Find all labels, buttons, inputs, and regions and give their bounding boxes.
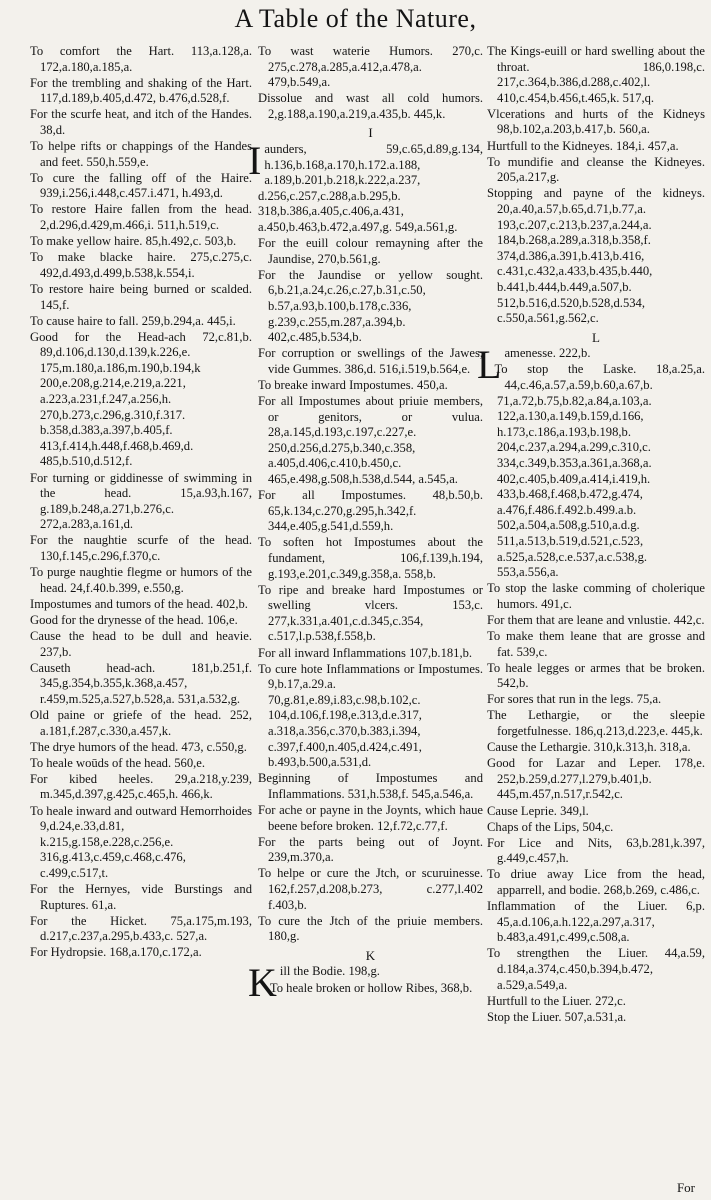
index-entry: Hurtfull to the Kidneyes. 184,i. 457,a. <box>487 138 679 153</box>
index-entry: For corruption or swellings of the Jawes, vide Gummes. 386,d. 516,i.519,b.564,e. <box>258 346 483 376</box>
index-entry: Causeth head-ach. 181,b.251,f. 345,g.354,b.355,k.368,a.457, r.459,m.525,a.527,b.528,a. 531,a.532,g. <box>30 660 252 706</box>
index-entry: For the naughtie scurfe of the head. 130,f.145,c.296,f.370,c. <box>30 533 252 563</box>
index-entry: For the trembling and shaking of the Hart. 117,d.189,b.405,d.472, b.476,d.528,f. <box>30 75 252 106</box>
index-entry: The drye humors of the head. 473, c.550,g. <box>30 739 247 754</box>
index-column-3 <box>477 44 705 1194</box>
index-entry: To make them leane that are grosse and fat. 539,c. <box>487 628 705 659</box>
index-entry: To cure hote Inflammations or Impostumes. 9,b.17,a.29.a. 70,g.81,e.89,i.83,c.98,b.102,c. 104,d.106,f.198,e.313,d.e.317, a.318,a.356,c.370,b.383,i.394, c.397,f.400,n.405,d.424,c.491, b.493,b.500,a.531,d. <box>258 661 483 770</box>
page-title: A Table of the Nature, <box>234 4 477 33</box>
index-entry: To comfort the Hart. 113,a.128,a. 172,a.180,a.185,a. <box>30 44 252 74</box>
index-entry: To restore Haire fallen from the head. 2,d.296,d.429,m.466,i. 511,h.519,c. <box>30 202 252 233</box>
index-entry: Chaps of the Lips, 504,c. <box>487 819 614 834</box>
catchword: For <box>676 1180 695 1195</box>
index-entry: For the Hernyes, vide Burstings and Ruptures. 61,a. <box>30 881 252 912</box>
index-entry: Stopping and payne of the kidneys. 20,a.40,a.57,b.65,d.71,b.77,a. 193,c.207,c.213,b.237,a.244,a. 184,b.268,a.289,a.318,b.358,f. 374,d.386,a.391,b.413,b.416, c.431,c.432,a.433,b.435,b.440, b.441,b.444,b.449,a.507,b. 512,b.516,d.520,b.528,d.534, c.550,a.561,g.562,c. <box>487 186 705 326</box>
index-entry-text: amenesse. 222,b. <box>504 346 591 361</box>
index-entry: To purge naughtie flegme or humors of the head. 24,f.40.b.399, e.550,g. <box>30 565 252 595</box>
index-entry: To driue away Lice from the head, apparrell, and bodie. 268,b.269, c.486,c. <box>487 867 705 897</box>
index-entry: For kibed heeles. 29,a.218,y.239, m.345,d.397,g.425,c.465,h. 466,k. <box>30 771 252 802</box>
index-entry: The Kings-euill or hard swelling about the throat. 186,0.198,c. 217,c.364,b.386,d.288,c.402,l. 410,c.454,b.456,t.465,k. 517,q. <box>487 44 705 105</box>
section-heading-k: K <box>365 947 376 963</box>
index-entry: Good for the Head-ach 72,c.81,b. 89,d.106,d.130,d.139,k.226,e. 175,m.180,a.186,m.190,b.194,k 200,e.208,g.214,e.219,a.221, a.223,a.231,f.247,a.256,h. 270,b.273,c.296,g.310,f.317. b.358,d.383,a.397,b.405,f. 413,f.414,h.448,f.468,b.469,d. 485,b.510,d.512,f. <box>30 329 252 469</box>
index-entry: Good for the drynesse of the head. 106,e. <box>30 612 238 627</box>
index-entry: To cause haire to fall. 259,b.294,a. 445,i. <box>30 313 236 328</box>
section-heading-i: I <box>368 125 373 141</box>
index-entry: To make blacke haire. 275,c.275,c. 492,d.493,d.499,b.538,k.554,i. <box>30 250 252 280</box>
index-entry: To mundifie and cleanse the Kidneyes. 205,a.217,g. <box>487 154 705 185</box>
index-entry: For the parts being out of Joynt. 239,m.370,a. <box>258 834 483 865</box>
index-entry: For the euill colour remayning after the Jaundise, 270,b.561,g. <box>258 236 483 266</box>
index-entry-first-l <box>477 342 705 388</box>
section-heading-l: L <box>592 329 600 345</box>
index-entry: Inflammation of the Liuer. 6,p. 45,a.d.106,a.h.122,a.297,a.317, b.483,a.491,c.499,c.508,a. <box>487 899 705 945</box>
index-column-1 <box>30 44 252 1194</box>
index-entry: To restore haire being burned or scalded. 145,f. <box>30 281 252 312</box>
drop-cap-l: L <box>477 342 502 388</box>
index-entry: For all Impostumes. 48,b.50,b. 65,k.134,c.270,g.295,h.342,f. 344,e.405,g.541,d.559,h. <box>258 488 483 534</box>
index-entry: For Lice and Nits, 63,b.281,k.397, g.449,c.457,h. <box>487 835 705 866</box>
index-entry: To heale legges or armes that be broken. 542,b. <box>487 660 705 691</box>
index-entry: For Hydropsie. 168,a.170,c.172,a. <box>30 945 202 960</box>
index-entry: To stop the Laske. 18,a.25,a. 44,c.46,a.57,a.59,b.60,a.67,b. 71,a.72,b.75,b.82,a.84,a.103,a. 122,a.130,a.149,b.159,d.166, h.173,c.186,a.193,b.198,b. 204,c.237,a.294,a.299,c.310,c. 334,c.349,b.353,a.361,a.368,a. 402,c.405,b.409,a.414,i.419,h. 433,b.468,f.468,b.472,g.474, a.476,f.486.f.492.b.499.a.b. 502,a.504,a.508,g.510,a.d.g. 511,a.513,b.519,d.521,c.523, a.525,a.528,c.e.537,a.c.538,g. 553,a.556,a. <box>494 362 705 580</box>
index-entry: To cure the Jtch of the priuie members. 180,g. <box>258 913 483 944</box>
index-entry-text: aunders, 59,c.65,d.89,g.134, h.136,b.168,a.170,h.172.a.188, a.189,b.201,b.218,k.222,a.237, d.256,c.257,c.288,a.b.295,b. 318,b.386,a.405,c.406,a.431, a.450,b.463,b.472,a.497,g. 549,a.561,g. <box>258 142 483 235</box>
index-entry: Cause the head to be dull and heavie. 237,b. <box>30 628 252 659</box>
index-entry: To helpe or cure the Jtch, or scuruinesse. 162,f.257,d.208,b.273, c.277,l.402 f.403,b. <box>258 866 483 912</box>
index-entry: Hurtfull to the Liuer. 272,c. <box>487 993 626 1008</box>
index-entry: For ache or payne in the Joynts, which haue beene before broken. 12,f.72,c.77,f. <box>258 803 483 833</box>
index-entry: For all inward Inflammations 107,b.181,b. <box>258 645 473 660</box>
index-entry: Old paine or griefe of the head. 252, a.181,f.287,c.330,a.457,k. <box>30 707 252 738</box>
index-column-2 <box>248 44 483 1194</box>
index-entry: For sores that run in the legs. 75,a. <box>487 692 662 707</box>
index-entry: Stop the Liuer. 507,a.531,a. <box>487 1009 627 1024</box>
index-entry: To stop the laske comming of cholerique humors. 491,c. <box>487 581 705 611</box>
index-entry: To heale broken or hollow Ribes, 368,b. <box>269 980 473 995</box>
index-entry: To heale woūds of the head. 560,e. <box>30 755 206 770</box>
index-entry: Impostumes and tumors of the head. 402,b. <box>30 596 248 611</box>
index-entry: To breake inward Impostumes. 450,a. <box>258 377 448 392</box>
index-entry: Cause the Lethargie. 310,k.313,h. 318,a. <box>487 740 691 755</box>
index-entry: To ripe and breake hard Impostumes or swelling vlcers. 153,c. 277,k.331,a.401,c.d.345,c.354, c.517,l.p.538,f.558,b. <box>258 582 483 644</box>
index-entry: The Lethargie, or the sleepie forgetfulnesse. 186,q.213,d.223,e. 445,k. <box>487 708 705 739</box>
index-entry: For the Jaundise or yellow sought. 6,b.21,a.24,c.26,c.27,b.31,c.50, b.57,a.93,b.100,b.178,c.336, g.239,c.255,m.287,a.394,b. 402,c.485,b.534,b. <box>258 267 483 345</box>
index-entry: To heale inward and outward Hemorrhoides 9,d.24,e.33,d.81, k.215,g.158,e.228,c.256,e. 316,g.413,c.459,c.468,c.476, c.499,c.517,t. <box>30 803 252 880</box>
index-entry: To helpe rifts or chappings of the Handes and feet. 550,h.559,e. <box>30 139 252 169</box>
index-entry: For turning or giddinesse of swimming in the head. 15,a.93,h.167, g.189,b.248,a.271,b.276,c. 272,a.283,a.161,d. <box>30 470 252 532</box>
index-entry: To make yellow haire. 85,h.492,c. 503,b. <box>30 234 237 249</box>
index-entry: For all Impostumes about priuie members, or genitors, or vulua. 28,a.145,d.193,c.197,c.227,e. 250,d.256,d.275,b.340,c.358, a.405,d.406,c.410,b.450,c. 465,e.498,g.508,h.538,d.544, a.545,a. <box>258 394 483 487</box>
index-entry: Beginning of Impostumes and Inflammations. 531,h.538,f. 545,a.546,a. <box>258 771 483 801</box>
index-entry: To wast waterie Humors. 270,c. 275,c.278,a.285,a.412,a.478,a. 479,b.549,a. <box>258 44 483 90</box>
index-entry: For them that are leane and vnlustie. 442,c. <box>487 612 705 627</box>
index-entry: Good for Lazar and Leper. 178,e. 252,b.259,d.277,l.279,b.401,b. 445,m.457,n.517,r.542,c. <box>487 756 705 802</box>
index-entry: For the scurfe heat, and itch of the Handes. 38,d. <box>30 107 252 137</box>
drop-cap-i: I <box>248 138 262 184</box>
index-entry: To soften hot Impostumes about the fundament, 106,f.139,h.194, g.193,e.201,c.349,g.358,a. 558,b. <box>258 535 483 581</box>
index-entry: Cause Leprie. 349,l. <box>487 803 589 818</box>
index-entry-first-i <box>248 138 483 236</box>
index-entry: For the Hicket. 75,a.175,m.193, d.217,c.237,a.295,b.433,c. 527,a. <box>30 913 252 944</box>
index-entry-text: ill the Bodie. 198,g. <box>279 964 380 979</box>
index-entry: Dissolue and wast all cold humors. 2,g.188,a.190,a.219,a.435,b. 445,k. <box>258 91 483 121</box>
index-entry: To strengthen the Liuer. 44,a.59, d.184,a.374,c.450,b.394,b.472, a.529,a.549,a. <box>487 946 705 992</box>
drop-cap-k: K <box>248 960 277 1006</box>
index-entry: Vlcerations and hurts of the Kidneys 98,b.102,a.203,b.417,b. 560,a. <box>487 106 705 137</box>
index-entry: To cure the falling off of the Haire. 939,i.256,i.448,c.457.i.471, h.493,d. <box>30 170 252 201</box>
